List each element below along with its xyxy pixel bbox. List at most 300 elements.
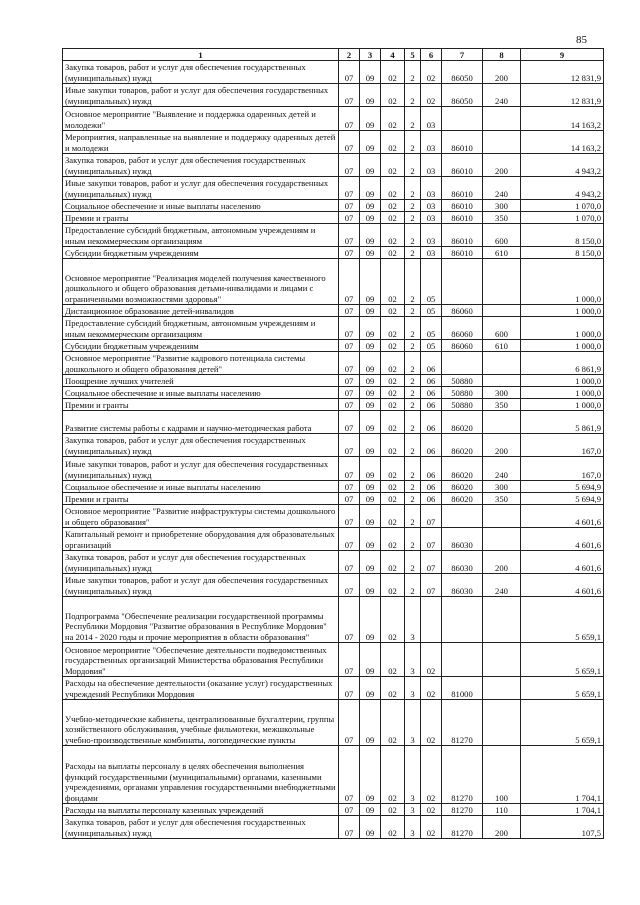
row-amount: 6 861,9 — [521, 352, 604, 375]
table-row — [63, 481, 604, 493]
row-subsection: 09 — [360, 816, 381, 839]
column-header: 9 — [521, 49, 604, 61]
row-expense-type — [483, 107, 521, 131]
row-program: 02 — [381, 259, 405, 305]
row-subprogram: 2 — [405, 224, 421, 247]
row-program: 02 — [381, 340, 405, 352]
row-amount: 4 601,6 — [521, 505, 604, 528]
table-row — [63, 434, 604, 457]
row-program: 02 — [381, 177, 405, 200]
row-subprogram: 2 — [405, 177, 421, 200]
row-target-code: 86020 — [442, 434, 483, 457]
row-subprogram: 2 — [405, 200, 421, 212]
row-section: 07 — [339, 317, 360, 340]
row-section: 07 — [339, 481, 360, 493]
row-amount: 1 000,0 — [521, 387, 604, 399]
row-event: 06 — [421, 457, 442, 481]
row-name: Развитие системы работы с кадрами и научно-методическая работа — [63, 411, 339, 434]
row-subprogram: 3 — [405, 643, 421, 677]
row-program: 02 — [381, 597, 405, 643]
row-target-code — [442, 597, 483, 643]
row-subsection: 09 — [360, 551, 381, 574]
page-number: 85 — [576, 34, 587, 46]
row-program: 02 — [381, 746, 405, 804]
row-program: 02 — [381, 505, 405, 528]
row-expense-type: 100 — [483, 746, 521, 804]
row-event: 06 — [421, 481, 442, 493]
row-subsection: 09 — [360, 340, 381, 352]
table-row — [63, 84, 604, 107]
row-target-code — [442, 259, 483, 305]
row-amount: 107,5 — [521, 816, 604, 839]
row-name: Премии и гранты — [63, 212, 339, 224]
row-subsection: 09 — [360, 643, 381, 677]
row-amount: 12 831,9 — [521, 61, 604, 84]
row-subsection: 09 — [360, 399, 381, 411]
row-amount: 1 000,0 — [521, 340, 604, 352]
row-target-code: 86010 — [442, 177, 483, 200]
row-expense-type: 200 — [483, 61, 521, 84]
table-row — [63, 154, 604, 177]
row-subsection: 09 — [360, 61, 381, 84]
row-subsection: 09 — [360, 224, 381, 247]
row-event: 02 — [421, 61, 442, 84]
row-program: 02 — [381, 224, 405, 247]
row-name: Поощрение лучших учителей — [63, 375, 339, 387]
row-subprogram: 2 — [405, 352, 421, 375]
table-row — [63, 177, 604, 200]
row-amount: 1 000,0 — [521, 317, 604, 340]
row-expense-type — [483, 352, 521, 375]
row-event: 02 — [421, 746, 442, 804]
row-amount: 1 704,1 — [521, 746, 604, 804]
table-row — [63, 340, 604, 352]
row-section: 07 — [339, 493, 360, 505]
row-subprogram: 3 — [405, 700, 421, 746]
row-subprogram: 2 — [405, 247, 421, 259]
row-name: Иные закупки товаров, работ и услуг для обеспечения государственных (муниципальных) нужд — [63, 177, 339, 200]
row-event: 02 — [421, 700, 442, 746]
table-row — [63, 399, 604, 411]
row-name: Субсидии бюджетным учреждениям — [63, 247, 339, 259]
row-subsection: 09 — [360, 317, 381, 340]
row-program: 02 — [381, 84, 405, 107]
row-event: 06 — [421, 399, 442, 411]
row-subsection: 09 — [360, 247, 381, 259]
row-subsection: 09 — [360, 177, 381, 200]
row-target-code: 86060 — [442, 340, 483, 352]
row-target-code: 86020 — [442, 411, 483, 434]
row-section: 07 — [339, 528, 360, 551]
row-amount: 5 659,1 — [521, 700, 604, 746]
row-section: 07 — [339, 107, 360, 131]
row-program: 02 — [381, 551, 405, 574]
table-row — [63, 493, 604, 505]
row-expense-type: 110 — [483, 804, 521, 816]
row-event: 05 — [421, 317, 442, 340]
row-subprogram: 2 — [405, 411, 421, 434]
row-target-code — [442, 505, 483, 528]
row-expense-type — [483, 131, 521, 154]
row-subprogram: 2 — [405, 107, 421, 131]
row-program: 02 — [381, 399, 405, 411]
table-body — [63, 61, 604, 839]
row-subsection: 09 — [360, 259, 381, 305]
row-name: Социальное обеспечение и иные выплаты населению — [63, 200, 339, 212]
row-section: 07 — [339, 177, 360, 200]
row-section: 07 — [339, 259, 360, 305]
row-program: 02 — [381, 154, 405, 177]
row-expense-type — [483, 411, 521, 434]
table-row — [63, 212, 604, 224]
row-section: 07 — [339, 340, 360, 352]
table-row — [63, 677, 604, 700]
table-row — [63, 200, 604, 212]
row-target-code: 50880 — [442, 387, 483, 399]
row-program: 02 — [381, 131, 405, 154]
row-section: 07 — [339, 387, 360, 399]
row-subsection: 09 — [360, 154, 381, 177]
row-expense-type — [483, 677, 521, 700]
row-amount: 4 943,2 — [521, 154, 604, 177]
row-program: 02 — [381, 481, 405, 493]
row-subprogram: 2 — [405, 551, 421, 574]
row-section: 07 — [339, 305, 360, 317]
row-event: 06 — [421, 375, 442, 387]
row-name: Расходы на выплаты персоналу казенных учреждений — [63, 804, 339, 816]
row-program: 02 — [381, 352, 405, 375]
row-section: 07 — [339, 677, 360, 700]
table-row — [63, 375, 604, 387]
row-program: 02 — [381, 700, 405, 746]
row-subsection: 09 — [360, 212, 381, 224]
row-name: Предоставление субсидий бюджетным, автономным учреждениям и иным некоммерческим организациям — [63, 317, 339, 340]
column-header: 4 — [381, 49, 405, 61]
row-section: 07 — [339, 84, 360, 107]
row-event: 06 — [421, 411, 442, 434]
row-amount: 8 150,0 — [521, 247, 604, 259]
row-event: 03 — [421, 131, 442, 154]
table-row — [63, 505, 604, 528]
column-header: 6 — [421, 49, 442, 61]
row-expense-type — [483, 375, 521, 387]
row-expense-type — [483, 597, 521, 643]
row-subsection: 09 — [360, 700, 381, 746]
row-target-code: 86050 — [442, 61, 483, 84]
row-section: 07 — [339, 375, 360, 387]
row-amount: 1 070,0 — [521, 212, 604, 224]
row-subsection: 09 — [360, 387, 381, 399]
row-target-code: 86010 — [442, 131, 483, 154]
row-name: Закупка товаров, работ и услуг для обеспечения государственных (муниципальных) нужд — [63, 61, 339, 84]
row-subprogram: 2 — [405, 399, 421, 411]
row-program: 02 — [381, 528, 405, 551]
row-section: 07 — [339, 212, 360, 224]
row-subprogram: 2 — [405, 305, 421, 317]
table-row — [63, 131, 604, 154]
row-event: 06 — [421, 352, 442, 375]
row-subprogram: 2 — [405, 131, 421, 154]
row-program: 02 — [381, 317, 405, 340]
row-name: Подпрограмма "Обеспечение реализации государственной программы Республики Мордовия "Развитие образования в Республике Мордовия" на 2014 - 2020 годы и прочие мероприятия в области образования" — [63, 597, 339, 643]
row-name: Предоставление субсидий бюджетным, автономным учреждениям и иным некоммерческим организациям — [63, 224, 339, 247]
row-target-code: 50880 — [442, 375, 483, 387]
row-amount: 1 704,1 — [521, 804, 604, 816]
column-header: 7 — [442, 49, 483, 61]
row-amount: 1 070,0 — [521, 200, 604, 212]
row-event: 06 — [421, 434, 442, 457]
row-amount: 12 831,9 — [521, 84, 604, 107]
row-expense-type: 350 — [483, 493, 521, 505]
row-section: 07 — [339, 200, 360, 212]
table-row — [63, 597, 604, 643]
row-target-code: 81270 — [442, 746, 483, 804]
row-subsection: 09 — [360, 597, 381, 643]
row-subprogram: 3 — [405, 816, 421, 839]
row-name: Закупка товаров, работ и услуг для обеспечения государственных (муниципальных) нужд — [63, 154, 339, 177]
row-subprogram: 2 — [405, 375, 421, 387]
row-subprogram: 2 — [405, 528, 421, 551]
table-row — [63, 387, 604, 399]
row-subprogram: 3 — [405, 746, 421, 804]
row-subsection: 09 — [360, 107, 381, 131]
row-name: Расходы на выплаты персоналу в целях обеспечения выполнения функций государственными (муниципальными) органами, казенными учреждениями, органами управления государственными внебюджетными фондами — [63, 746, 339, 804]
row-amount: 4 601,6 — [521, 551, 604, 574]
table-row — [63, 528, 604, 551]
row-amount: 5 861,9 — [521, 411, 604, 434]
row-name: Дистанционное образование детей-инвалидов — [63, 305, 339, 317]
table-row — [63, 643, 604, 677]
row-section: 07 — [339, 61, 360, 84]
row-target-code: 86020 — [442, 457, 483, 481]
row-event: 07 — [421, 505, 442, 528]
row-name: Учебно-методические кабинеты, централизованные бухгалтерии, группы хозяйственного обслуживания, учебные фильмотеки, межшкольные учебно-производственные комбинаты, логопедические пункты — [63, 700, 339, 746]
row-subsection: 09 — [360, 493, 381, 505]
row-program: 02 — [381, 493, 405, 505]
row-expense-type: 240 — [483, 574, 521, 597]
row-name: Социальное обеспечение и иные выплаты населению — [63, 481, 339, 493]
row-target-code — [442, 107, 483, 131]
row-subprogram: 2 — [405, 317, 421, 340]
table-row — [63, 700, 604, 746]
row-amount: 5 694,9 — [521, 493, 604, 505]
row-section: 07 — [339, 154, 360, 177]
row-amount: 14 163,2 — [521, 107, 604, 131]
table-row — [63, 816, 604, 839]
row-program: 02 — [381, 434, 405, 457]
row-target-code: 86060 — [442, 317, 483, 340]
row-target-code: 81270 — [442, 804, 483, 816]
row-expense-type: 300 — [483, 481, 521, 493]
table-row — [63, 457, 604, 481]
row-subprogram: 3 — [405, 597, 421, 643]
row-section: 07 — [339, 505, 360, 528]
row-subsection: 09 — [360, 305, 381, 317]
row-event: 02 — [421, 677, 442, 700]
row-amount: 4 943,2 — [521, 177, 604, 200]
row-subprogram: 2 — [405, 481, 421, 493]
row-name: Расходы на обеспечение деятельности (оказание услуг) государственных учреждений Республики Мордовия — [63, 677, 339, 700]
row-subsection: 09 — [360, 411, 381, 434]
row-name: Капитальный ремонт и приобретение оборудования для образовательных организаций — [63, 528, 339, 551]
row-target-code: 50880 — [442, 399, 483, 411]
row-section: 07 — [339, 746, 360, 804]
row-expense-type: 610 — [483, 247, 521, 259]
row-subsection: 09 — [360, 574, 381, 597]
row-subprogram: 2 — [405, 387, 421, 399]
row-expense-type — [483, 505, 521, 528]
row-section: 07 — [339, 700, 360, 746]
row-expense-type — [483, 700, 521, 746]
row-expense-type: 240 — [483, 177, 521, 200]
row-program: 02 — [381, 212, 405, 224]
row-section: 07 — [339, 457, 360, 481]
row-program: 02 — [381, 411, 405, 434]
row-subprogram: 2 — [405, 457, 421, 481]
table-row — [63, 746, 604, 804]
row-expense-type: 600 — [483, 317, 521, 340]
row-section: 07 — [339, 224, 360, 247]
row-subprogram: 2 — [405, 493, 421, 505]
table-row — [63, 107, 604, 131]
row-event: 05 — [421, 340, 442, 352]
row-name: Основное мероприятие "Обеспечение деятельности подведомственных государственных организаций Министерства образования Республики Мордовия" — [63, 643, 339, 677]
table-row — [63, 574, 604, 597]
row-name: Основное мероприятие "Реализация моделей получения качественного дошкольного и общего образования детьми-инвалидами и лицами с ограниченными возможностями здоровья" — [63, 259, 339, 305]
row-subprogram: 2 — [405, 84, 421, 107]
row-subsection: 09 — [360, 746, 381, 804]
row-section: 07 — [339, 411, 360, 434]
row-program: 02 — [381, 61, 405, 84]
row-name: Основное мероприятие "Развитие кадрового потенциала системы дошкольного и общего образования детей" — [63, 352, 339, 375]
row-event: 03 — [421, 177, 442, 200]
row-subprogram: 2 — [405, 154, 421, 177]
row-program: 02 — [381, 574, 405, 597]
row-program: 02 — [381, 305, 405, 317]
row-amount: 8 150,0 — [521, 224, 604, 247]
row-name: Иные закупки товаров, работ и услуг для обеспечения государственных (муниципальных) нужд — [63, 574, 339, 597]
row-event: 03 — [421, 247, 442, 259]
row-expense-type: 600 — [483, 224, 521, 247]
row-amount: 167,0 — [521, 434, 604, 457]
row-target-code: 86030 — [442, 551, 483, 574]
column-header: 3 — [360, 49, 381, 61]
row-name: Субсидии бюджетным учреждениям — [63, 340, 339, 352]
row-expense-type: 200 — [483, 816, 521, 839]
row-event: 03 — [421, 107, 442, 131]
row-section: 07 — [339, 597, 360, 643]
row-expense-type: 300 — [483, 387, 521, 399]
row-target-code — [442, 352, 483, 375]
row-event: 03 — [421, 200, 442, 212]
row-target-code: 86020 — [442, 493, 483, 505]
row-subsection: 09 — [360, 375, 381, 387]
row-subsection: 09 — [360, 804, 381, 816]
row-expense-type: 610 — [483, 340, 521, 352]
row-program: 02 — [381, 247, 405, 259]
row-target-code: 81270 — [442, 816, 483, 839]
row-name: Закупка товаров, работ и услуг для обеспечения государственных (муниципальных) нужд — [63, 434, 339, 457]
row-program: 02 — [381, 200, 405, 212]
row-amount: 1 000,0 — [521, 399, 604, 411]
row-expense-type: 350 — [483, 399, 521, 411]
row-subprogram: 3 — [405, 804, 421, 816]
table-row — [63, 259, 604, 305]
row-subsection: 09 — [360, 84, 381, 107]
row-program: 02 — [381, 107, 405, 131]
column-header: 5 — [405, 49, 421, 61]
row-subprogram: 2 — [405, 574, 421, 597]
row-expense-type — [483, 305, 521, 317]
row-section: 07 — [339, 574, 360, 597]
row-section: 07 — [339, 551, 360, 574]
row-amount: 1 000,0 — [521, 375, 604, 387]
row-expense-type — [483, 528, 521, 551]
row-section: 07 — [339, 131, 360, 154]
row-target-code: 86010 — [442, 154, 483, 177]
row-section: 07 — [339, 804, 360, 816]
row-target-code: 86010 — [442, 212, 483, 224]
row-amount: 5 659,1 — [521, 643, 604, 677]
row-expense-type: 200 — [483, 551, 521, 574]
row-name: Закупка товаров, работ и услуг для обеспечения государственных (муниципальных) нужд — [63, 816, 339, 839]
table-row — [63, 224, 604, 247]
row-subprogram: 2 — [405, 212, 421, 224]
table-row — [63, 551, 604, 574]
row-subsection: 09 — [360, 481, 381, 493]
row-event: 05 — [421, 305, 442, 317]
row-subsection: 09 — [360, 200, 381, 212]
row-subprogram: 3 — [405, 677, 421, 700]
row-program: 02 — [381, 387, 405, 399]
row-subprogram: 2 — [405, 505, 421, 528]
row-event: 07 — [421, 574, 442, 597]
row-event — [421, 597, 442, 643]
row-target-code — [442, 643, 483, 677]
row-amount: 5 659,1 — [521, 597, 604, 643]
table-row — [63, 305, 604, 317]
row-target-code: 86060 — [442, 305, 483, 317]
table-row — [63, 804, 604, 816]
row-target-code: 86010 — [442, 247, 483, 259]
row-expense-type: 240 — [483, 457, 521, 481]
row-name: Иные закупки товаров, работ и услуг для обеспечения государственных (муниципальных) нужд — [63, 84, 339, 107]
row-event: 02 — [421, 84, 442, 107]
row-amount: 1 000,0 — [521, 259, 604, 305]
row-subprogram: 2 — [405, 259, 421, 305]
row-expense-type: 350 — [483, 212, 521, 224]
row-expense-type — [483, 643, 521, 677]
row-amount: 14 163,2 — [521, 131, 604, 154]
row-target-code: 81270 — [442, 700, 483, 746]
row-program: 02 — [381, 816, 405, 839]
row-target-code: 86030 — [442, 528, 483, 551]
row-program: 02 — [381, 457, 405, 481]
row-name: Социальное обеспечение и иные выплаты населению — [63, 387, 339, 399]
row-subsection: 09 — [360, 505, 381, 528]
table-row — [63, 411, 604, 434]
row-event: 07 — [421, 551, 442, 574]
row-subsection: 09 — [360, 457, 381, 481]
row-section: 07 — [339, 352, 360, 375]
row-amount: 167,0 — [521, 457, 604, 481]
budget-table — [62, 48, 604, 839]
row-target-code: 86020 — [442, 481, 483, 493]
row-name: Мероприятия, направленные на выявление и поддержку одаренных детей и молодежи — [63, 131, 339, 154]
column-header: 8 — [483, 49, 521, 61]
row-program: 02 — [381, 677, 405, 700]
row-subsection: 09 — [360, 528, 381, 551]
